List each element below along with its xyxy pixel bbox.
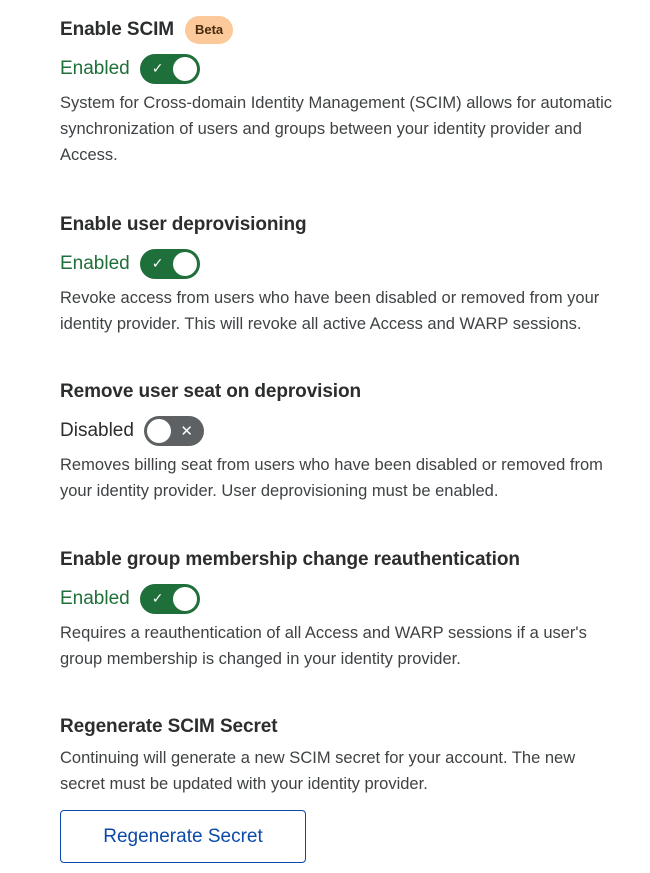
check-icon: ✓: [151, 256, 164, 272]
group-reauth-heading-row: [60, 544, 620, 576]
deprovisioning-toggle-row: [60, 247, 620, 281]
seat-removal-heading-row: [60, 376, 620, 408]
seat-removal-heading: Remove user seat on deprovision: [60, 381, 361, 402]
group-reauth-section: [60, 544, 620, 672]
group-reauth-description: Requires a reauthentication of all Access and WARP sessions if a user's group membership is changed in your identity provider.: [60, 624, 587, 668]
toggle-knob: [147, 419, 171, 443]
deprovisioning-toggle[interactable]: [140, 249, 200, 279]
group-reauth-status-label: Enabled: [60, 588, 130, 609]
regenerate-heading-row: [60, 711, 620, 743]
check-icon: ✓: [151, 591, 164, 607]
scim-section: [60, 14, 620, 168]
scim-toggle-row: [60, 52, 620, 86]
scim-status-label: Enabled: [60, 58, 130, 79]
group-reauth-toggle-row: [60, 582, 620, 616]
toggle-knob: [173, 587, 197, 611]
close-icon: ✕: [180, 422, 193, 440]
deprovisioning-section: [60, 209, 620, 337]
regenerate-secret-button[interactable]: Regenerate Secret: [60, 810, 306, 863]
toggle-knob: [173, 252, 197, 276]
group-reauth-toggle[interactable]: [140, 584, 200, 614]
seat-removal-toggle-row: [60, 414, 620, 448]
check-icon: ✓: [151, 61, 164, 77]
seat-removal-toggle[interactable]: [144, 416, 204, 446]
group-reauth-heading: Enable group membership change reauthentication: [60, 549, 520, 570]
seat-removal-description: Removes billing seat from users who have been disabled or removed from your identity provider. User deprovisioning must be enabled.: [60, 456, 603, 500]
regenerate-heading: Regenerate SCIM Secret: [60, 716, 278, 737]
deprovisioning-heading-row: [60, 209, 620, 241]
seat-removal-section: [60, 376, 620, 504]
beta-badge: Beta: [185, 16, 233, 44]
scim-description: System for Cross-domain Identity Management (SCIM) allows for automatic synchronization of users and groups between your identity provider and Access.: [60, 94, 613, 164]
deprovisioning-status-label: Enabled: [60, 253, 130, 274]
scim-heading-row: [60, 14, 620, 46]
seat-removal-status-label: Disabled: [60, 420, 134, 441]
toggle-knob: [173, 57, 197, 81]
regenerate-section: [60, 711, 620, 797]
regenerate-description: Continuing will generate a new SCIM secret for your account. The new secret must be updated with your identity provider.: [60, 749, 576, 793]
scim-toggle[interactable]: [140, 54, 200, 84]
scim-heading: Enable SCIM: [60, 19, 174, 40]
deprovisioning-heading: Enable user deprovisioning: [60, 214, 307, 235]
deprovisioning-description: Revoke access from users who have been disabled or removed from your identity provider. This will revoke all active Access and WARP sessions.: [60, 289, 600, 333]
